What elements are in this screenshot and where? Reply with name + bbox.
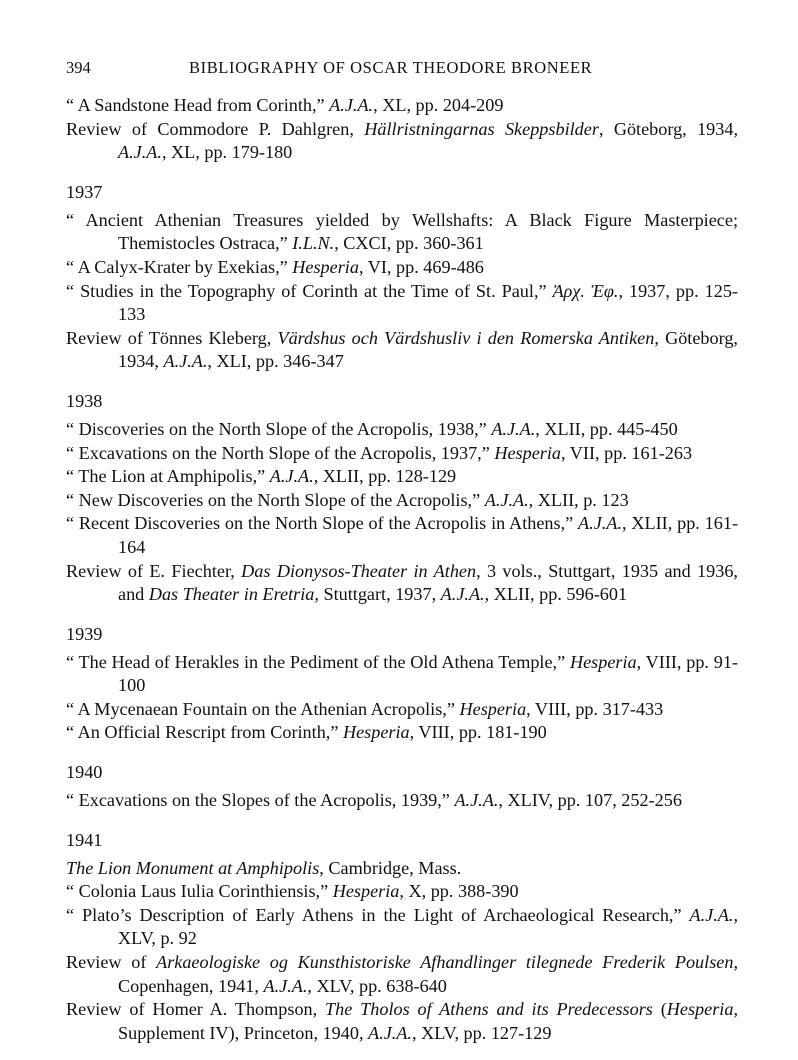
entry-text: , XLII, p. 123 xyxy=(528,489,629,510)
italic-title: A.J.A. xyxy=(454,790,499,811)
italic-title: A.J.A. xyxy=(163,351,208,372)
bibliography-entry xyxy=(66,209,738,256)
year-section xyxy=(66,389,738,607)
page-number: 394 xyxy=(66,58,91,77)
entry-text: , 3 vols., Stuttgart, 1935 and 1936, and xyxy=(118,560,738,605)
entry-text: “ Recent Discoveries on the North Slope of the Acropolis in Athens,” xyxy=(66,513,579,534)
bibliography-entry xyxy=(66,698,738,722)
italic-title: Hesperia xyxy=(292,256,359,277)
italic-title: Arkaeologiske og Kunsthistoriske Afhandlinger tilegnede Frederik Poulsen xyxy=(156,952,734,973)
year-section xyxy=(66,622,738,745)
running-header xyxy=(66,58,736,84)
bibliography-entry xyxy=(66,442,738,466)
bibliography-entry xyxy=(66,118,738,165)
italic-title: Hesperia xyxy=(494,442,562,463)
entry-text: “ Studies in the Topography of Corinth at the Time of St. Paul,” xyxy=(66,280,553,301)
year-section xyxy=(66,828,738,1046)
bibliography-entry xyxy=(66,512,738,559)
entry-text: , Copenhagen, 1941, xyxy=(118,952,738,996)
italic-title: Hällristningarnas Skeppsbilder xyxy=(364,118,599,139)
bibliography-entry xyxy=(66,951,738,998)
entry-text: , CXCI, pp. 360-361 xyxy=(334,233,484,254)
entry-text: Review of Homer A. Thompson, xyxy=(66,999,326,1020)
italic-title: Hesperia xyxy=(569,651,637,672)
year-heading: 1938 xyxy=(66,390,103,411)
italic-title: A.J.A. xyxy=(578,513,622,534)
entry-text: , XLIV, pp. 107, 252-256 xyxy=(498,790,682,811)
italic-title: Ἀρχ. Ἐφ. xyxy=(552,280,619,301)
entry-text: “ A Calyx-Krater by Exekias,” xyxy=(66,256,293,277)
entry-text: , VII, pp. 161-263 xyxy=(561,442,693,463)
entry-text: , VI, pp. 469-486 xyxy=(358,256,484,277)
entry-text: , Stuttgart, 1937, xyxy=(314,584,441,605)
year-heading: 1939 xyxy=(66,623,103,644)
italic-title: Hesperia xyxy=(459,698,527,719)
year-heading: 1940 xyxy=(66,762,103,783)
italic-title: A.J.A. xyxy=(440,584,485,605)
running-title: BIBLIOGRAPHY OF OSCAR THEODORE BRONEER xyxy=(189,58,593,77)
entry-text: , XL, pp. 179-180 xyxy=(161,142,293,163)
entry-text: Review of xyxy=(66,952,157,973)
entry-text: “ A Sandstone Head from Corinth,” xyxy=(66,95,330,115)
bibliography-entry xyxy=(66,651,738,698)
italic-title: A.J.A. xyxy=(118,142,162,163)
entry-text: , XLII, pp. 161-164 xyxy=(118,513,738,557)
italic-title: A.J.A. xyxy=(269,466,314,487)
bibliography-entry xyxy=(66,94,738,118)
entry-text: , XLV, p. 92 xyxy=(118,904,738,949)
entry-text: ( xyxy=(652,999,667,1020)
entry-text: , XLV, pp. 638-640 xyxy=(307,975,447,996)
year-heading: 1941 xyxy=(66,829,103,850)
entry-text: , VIII, pp. 91-100 xyxy=(118,651,738,696)
entry-text: , XLI, pp. 346-347 xyxy=(207,351,344,372)
italic-title: Värdshus och Värdshusliv i den Romerska Antiken xyxy=(277,327,655,348)
entry-text: , XLII, pp. 128-129 xyxy=(313,466,457,487)
italic-title: The Tholos of Athens and its Predecessors xyxy=(325,999,653,1020)
italic-title: Hesperia xyxy=(342,722,410,743)
entry-text: Review of Tönnes Kleberg, xyxy=(66,327,278,348)
entry-text: “ Excavations on the North Slope of the Acropolis, 1937,” xyxy=(66,442,495,463)
entry-text: , Cambridge, Mass. xyxy=(319,857,462,878)
entry-text: “ A Mycenaean Fountain on the Athenian Acropolis,” xyxy=(66,698,460,719)
entry-text: , X, pp. 388-390 xyxy=(399,881,519,902)
italic-title: Das Theater in Eretria xyxy=(148,584,315,605)
entry-text: “ The Lion at Amphipolis,” xyxy=(66,466,270,487)
bibliography-entry xyxy=(66,857,738,881)
italic-title: A.J.A. xyxy=(368,1022,412,1043)
italic-title: I.L.N. xyxy=(292,233,335,254)
year-section xyxy=(66,760,738,813)
bibliography-entry xyxy=(66,880,738,904)
year-section xyxy=(66,94,738,165)
entry-text: Review of Commodore P. Dahlgren, xyxy=(66,118,365,139)
bibliography-entry xyxy=(66,489,738,513)
entry-text: , XLII, pp. 445-450 xyxy=(535,418,678,439)
entry-text: “ Excavations on the Slopes of the Acropolis, 1939,” xyxy=(66,790,455,811)
entry-text: “ The Head of Herakles in the Pediment of the Old Athena Temple,” xyxy=(66,651,570,672)
bibliography-body xyxy=(66,94,738,1060)
entry-text: Review of E. Fiechter, xyxy=(66,560,242,581)
entry-text: , XL, pp. 204-209 xyxy=(373,95,504,115)
bibliography-entry xyxy=(66,465,738,489)
entry-text: “ Colonia Laus Iulia Corinthiensis,” xyxy=(66,881,333,902)
entry-text: “ An Official Rescript from Corinth,” xyxy=(66,722,343,743)
bibliography-entry xyxy=(66,256,738,280)
bibliography-entry xyxy=(66,560,738,607)
italic-title: The Lion Monument at Amphipolis xyxy=(66,857,320,878)
year-section xyxy=(66,180,738,374)
italic-title: Hesperia xyxy=(666,999,734,1020)
italic-title: A.J.A. xyxy=(689,904,734,925)
italic-title: A.J.A. xyxy=(484,489,529,510)
italic-title: Das Dionysos-Theater in Athen xyxy=(241,560,477,581)
entry-text: “ New Discoveries on the North Slope of the Acropolis,” xyxy=(66,489,485,510)
italic-title: A.J.A. xyxy=(263,975,308,996)
italic-title: A.J.A. xyxy=(491,418,536,439)
entry-text: , 1937, pp. 125-133 xyxy=(118,280,738,325)
entry-text: “ Plato’s Description of Early Athens in the Light of Archaeological Research,” xyxy=(66,904,690,925)
entry-text: , Göteborg, 1934, xyxy=(118,327,738,372)
italic-title: A.J.A. xyxy=(329,95,374,115)
entry-text: , Göteborg, 1934, xyxy=(598,118,738,139)
year-heading: 1937 xyxy=(66,181,103,202)
bibliography-entry xyxy=(66,904,738,951)
entry-text: , Supplement IV), Princeton, 1940, xyxy=(118,999,738,1043)
italic-title: Hesperia xyxy=(332,881,400,902)
bibliography-entry xyxy=(66,327,738,374)
entry-text: , XLII, pp. 596-601 xyxy=(484,584,628,605)
bibliography-entry xyxy=(66,418,738,442)
entry-text: “ Ancient Athenian Treasures yielded by Wellshafts: A Black Figure Masterpiece; Themistocles Ostraca,” xyxy=(66,209,738,254)
bibliography-entry xyxy=(66,789,738,813)
bibliography-entry xyxy=(66,998,738,1045)
entry-text: “ Discoveries on the North Slope of the Acropolis, 1938,” xyxy=(66,418,492,439)
entry-text: , VIII, pp. 181-190 xyxy=(409,722,547,743)
entry-text: , XLV, pp. 127-129 xyxy=(411,1022,552,1043)
bibliography-entry xyxy=(66,721,738,745)
bibliography-entry xyxy=(66,280,738,327)
entry-text: , VIII, pp. 317-433 xyxy=(526,698,664,719)
